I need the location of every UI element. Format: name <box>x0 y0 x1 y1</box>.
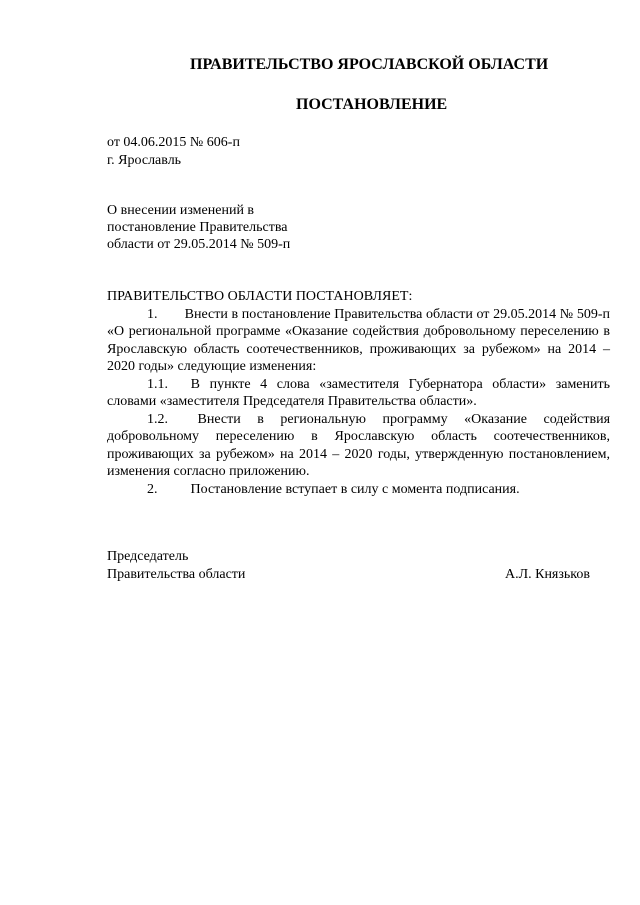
subject-line: области от 29.05.2014 № 509-п <box>107 237 291 252</box>
item-number: 1. <box>147 306 158 322</box>
document-body <box>107 288 610 498</box>
item-text: В пункте 4 слова «заместителя Губернатора области» заменить словами «заместителя Председателя Правительства области». <box>107 376 611 409</box>
city: г. Ярославль <box>107 153 182 168</box>
item-1 <box>107 306 610 376</box>
item-number: 1.2. <box>147 411 168 427</box>
item-1-1 <box>107 376 610 411</box>
item-text: Внести в постановление Правительства области от 29.05.2014 № 509-п «О региональной программе «Оказание содействия добровольному переселению в Ярославскую область соотечественников, проживающих за рубежом» на 2014 – 2020 годы» следующие изменения: <box>107 306 611 374</box>
document-meta <box>107 134 240 170</box>
item-1-2 <box>107 411 610 481</box>
date-number: от 04.06.2015 № 606-п <box>107 135 240 150</box>
document-type-title: ПОСТАНОВЛЕНИЕ <box>296 96 448 113</box>
item-text: Внести в региональную программу «Оказание содействия добровольному переселению в Ярославскую область соотечественников, проживающих за рубежом» на 2014 – 2020 годы, утвержденную постановлением, изменения согласно приложению. <box>107 411 611 479</box>
document-subject <box>107 202 290 253</box>
item-text: Постановление вступает в силу с момента подписания. <box>190 481 520 497</box>
resolution-lead: ПРАВИТЕЛЬСТВО ОБЛАСТИ ПОСТАНОВЛЯЕТ: <box>107 289 413 304</box>
subject-line: О внесении изменений в <box>107 203 255 218</box>
signatory-position: Председатель <box>107 549 189 564</box>
government-title: ПРАВИТЕЛЬСТВО ЯРОСЛАВСКОЙ ОБЛАСТИ <box>190 56 549 73</box>
signatory-name: А.Л. Князьков <box>505 567 590 582</box>
signatory-position: Правительства области <box>107 567 246 582</box>
signature-row <box>107 566 590 584</box>
item-number: 2. <box>147 481 158 497</box>
subject-line: постановление Правительства <box>107 220 288 235</box>
item-number: 1.1. <box>147 376 168 392</box>
signature-block <box>107 548 590 584</box>
item-2 <box>107 481 610 499</box>
